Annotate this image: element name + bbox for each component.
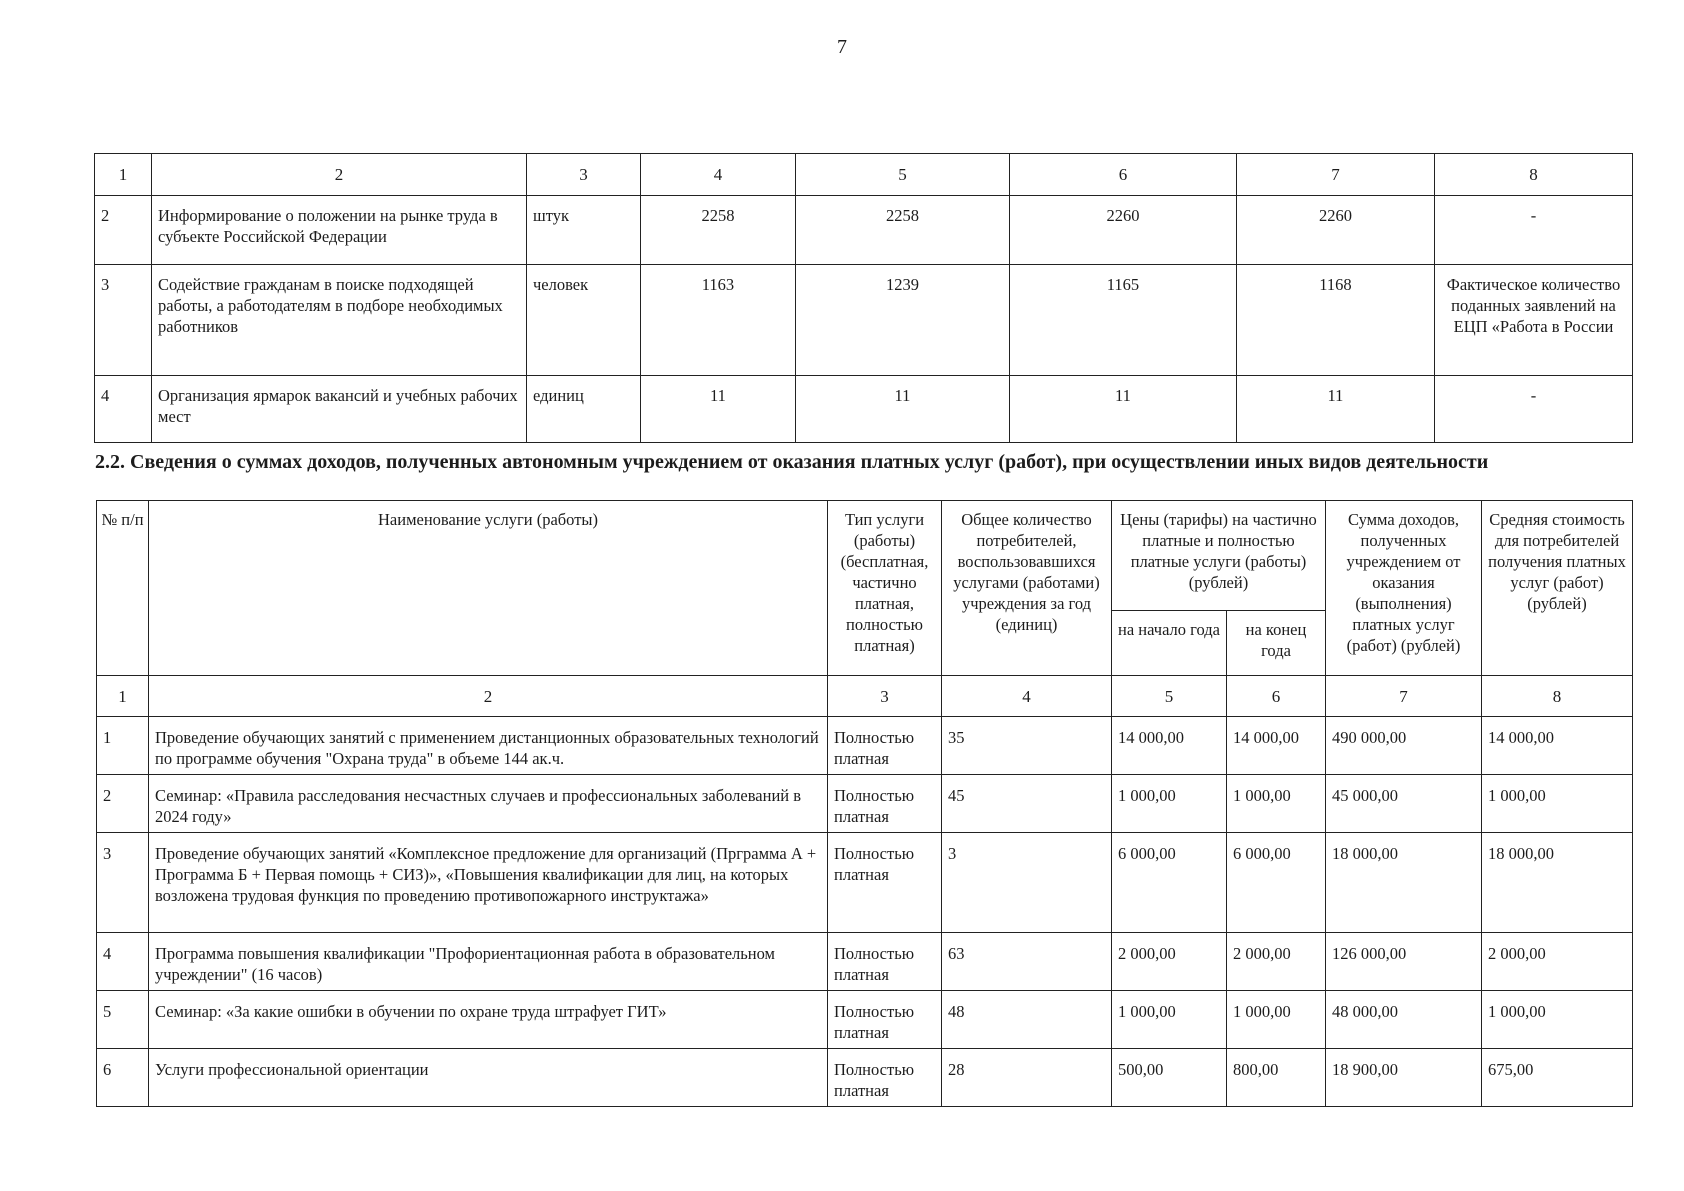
service-name: Программа повышения квалификации "Профориентационная работа в образовательном учреждении" (16 часов) — [149, 933, 828, 991]
column-number: 4 — [942, 676, 1112, 717]
income-amount: 18 900,00 — [1326, 1049, 1482, 1107]
price-start: 500,00 — [1112, 1049, 1227, 1107]
price-end: 1 000,00 — [1227, 991, 1326, 1049]
table-row — [97, 717, 1633, 775]
average-cost: 675,00 — [1482, 1049, 1633, 1107]
row-number: 3 — [95, 265, 152, 376]
service-name: Содействие гражданам в поиске подходящей работы, а работодателям в подборе необходимых работников — [152, 265, 527, 376]
header-price-start: на начало года — [1112, 611, 1227, 676]
row-number: 1 — [97, 717, 149, 775]
services-volume-table — [94, 153, 1633, 443]
table-row — [97, 833, 1633, 933]
average-cost: 2 000,00 — [1482, 933, 1633, 991]
column-number: 1 — [95, 154, 152, 196]
header-consumers: Общее количество потребителей, воспользовавшихся услугами (работами) учреждения за год (единиц) — [942, 501, 1112, 676]
table-header-row — [95, 154, 1633, 196]
value-col6: 11 — [1010, 376, 1237, 443]
service-type: Полностью платная — [828, 991, 942, 1049]
table-row — [97, 775, 1633, 833]
column-number: 5 — [1112, 676, 1227, 717]
header-service-type: Тип услуги (работы) (бесплатная, частично платная, полностью платная) — [828, 501, 942, 676]
column-number: 7 — [1237, 154, 1435, 196]
value-col4: 1163 — [641, 265, 796, 376]
price-start: 1 000,00 — [1112, 775, 1227, 833]
average-cost: 18 000,00 — [1482, 833, 1633, 933]
note: - — [1435, 376, 1633, 443]
paid-services-income-table — [96, 500, 1633, 1107]
table-row — [97, 1049, 1633, 1107]
consumers-count: 45 — [942, 775, 1112, 833]
price-end: 14 000,00 — [1227, 717, 1326, 775]
value-col4: 2258 — [641, 196, 796, 265]
column-number: 1 — [97, 676, 149, 717]
column-numbers-row — [97, 676, 1633, 717]
service-type: Полностью платная — [828, 933, 942, 991]
service-name: Информирование о положении на рынке труда в субъекте Российской Федерации — [152, 196, 527, 265]
section-title: 2.2. Сведения о суммах доходов, полученных автономным учреждением от оказания платных услуг (работ), при осуществлении иных видов деятельности — [95, 451, 1489, 473]
column-number: 2 — [149, 676, 828, 717]
header-price-end: на конец года — [1227, 611, 1326, 676]
value-col7: 11 — [1237, 376, 1435, 443]
header-number: № п/п — [97, 501, 149, 676]
row-number: 6 — [97, 1049, 149, 1107]
column-number: 2 — [152, 154, 527, 196]
service-type: Полностью платная — [828, 833, 942, 933]
row-number: 4 — [95, 376, 152, 443]
consumers-count: 35 — [942, 717, 1112, 775]
value-col6: 1165 — [1010, 265, 1237, 376]
row-number: 2 — [95, 196, 152, 265]
header-income: Сумма доходов, полученных учреждением от оказания (выполнения) платных услуг (работ) (рублей) — [1326, 501, 1482, 676]
service-name: Услуги профессиональной ориентации — [149, 1049, 828, 1107]
row-number: 2 — [97, 775, 149, 833]
average-cost: 1 000,00 — [1482, 775, 1633, 833]
column-number: 3 — [527, 154, 641, 196]
column-number: 8 — [1435, 154, 1633, 196]
average-cost: 1 000,00 — [1482, 991, 1633, 1049]
table-row — [97, 991, 1633, 1049]
value-col6: 2260 — [1010, 196, 1237, 265]
price-start: 6 000,00 — [1112, 833, 1227, 933]
price-start: 1 000,00 — [1112, 991, 1227, 1049]
unit: человек — [527, 265, 641, 376]
unit: штук — [527, 196, 641, 265]
service-type: Полностью платная — [828, 1049, 942, 1107]
service-name: Семинар: «За какие ошибки в обучении по охране труда штрафует ГИТ» — [149, 991, 828, 1049]
table-header-row — [97, 501, 1633, 611]
row-number: 4 — [97, 933, 149, 991]
header-service-name: Наименование услуги (работы) — [149, 501, 828, 676]
service-name: Семинар: «Правила расследования несчастных случаев и профессиональных заболеваний в 2024 году» — [149, 775, 828, 833]
service-name: Организация ярмарок вакансий и учебных рабочих мест — [152, 376, 527, 443]
service-name: Проведение обучающих занятий с применением дистанционных образовательных технологий по программе обучения "Охрана труда" в объеме 144 ак.ч. — [149, 717, 828, 775]
income-amount: 126 000,00 — [1326, 933, 1482, 991]
price-end: 800,00 — [1227, 1049, 1326, 1107]
table-row — [97, 933, 1633, 991]
column-number: 8 — [1482, 676, 1633, 717]
price-start: 2 000,00 — [1112, 933, 1227, 991]
consumers-count: 3 — [942, 833, 1112, 933]
consumers-count: 63 — [942, 933, 1112, 991]
value-col5: 11 — [796, 376, 1010, 443]
note: - — [1435, 196, 1633, 265]
header-prices: Цены (тарифы) на частично платные и полностью платные услуги (работы) (рублей) — [1112, 501, 1326, 611]
service-type: Полностью платная — [828, 775, 942, 833]
unit: единиц — [527, 376, 641, 443]
row-number: 3 — [97, 833, 149, 933]
price-start: 14 000,00 — [1112, 717, 1227, 775]
value-col4: 11 — [641, 376, 796, 443]
table-row — [95, 265, 1633, 376]
note: Фактическое количество поданных заявлений на ЕЦП «Работа в России — [1435, 265, 1633, 376]
income-amount: 45 000,00 — [1326, 775, 1482, 833]
income-amount: 48 000,00 — [1326, 991, 1482, 1049]
column-number: 7 — [1326, 676, 1482, 717]
page-number: 7 — [837, 36, 847, 58]
column-number: 5 — [796, 154, 1010, 196]
column-number: 6 — [1010, 154, 1237, 196]
column-number: 6 — [1227, 676, 1326, 717]
income-amount: 490 000,00 — [1326, 717, 1482, 775]
price-end: 6 000,00 — [1227, 833, 1326, 933]
row-number: 5 — [97, 991, 149, 1049]
table-row — [95, 196, 1633, 265]
service-type: Полностью платная — [828, 717, 942, 775]
average-cost: 14 000,00 — [1482, 717, 1633, 775]
value-col5: 2258 — [796, 196, 1010, 265]
value-col5: 1239 — [796, 265, 1010, 376]
consumers-count: 48 — [942, 991, 1112, 1049]
column-number: 4 — [641, 154, 796, 196]
price-end: 1 000,00 — [1227, 775, 1326, 833]
header-average-cost: Средняя стоимость для потребителей получения платных услуг (работ) (рублей) — [1482, 501, 1633, 676]
price-end: 2 000,00 — [1227, 933, 1326, 991]
value-col7: 2260 — [1237, 196, 1435, 265]
consumers-count: 28 — [942, 1049, 1112, 1107]
value-col7: 1168 — [1237, 265, 1435, 376]
income-amount: 18 000,00 — [1326, 833, 1482, 933]
service-name: Проведение обучающих занятий «Комплексное предложение для организаций (Прграмма А + Программа Б + Первая помощь + СИЗ)», «Повышения квалификации для лиц, на которых возложена трудовая функция по проведению противопожарного инструктажа» — [149, 833, 828, 933]
table-row — [95, 376, 1633, 443]
column-number: 3 — [828, 676, 942, 717]
